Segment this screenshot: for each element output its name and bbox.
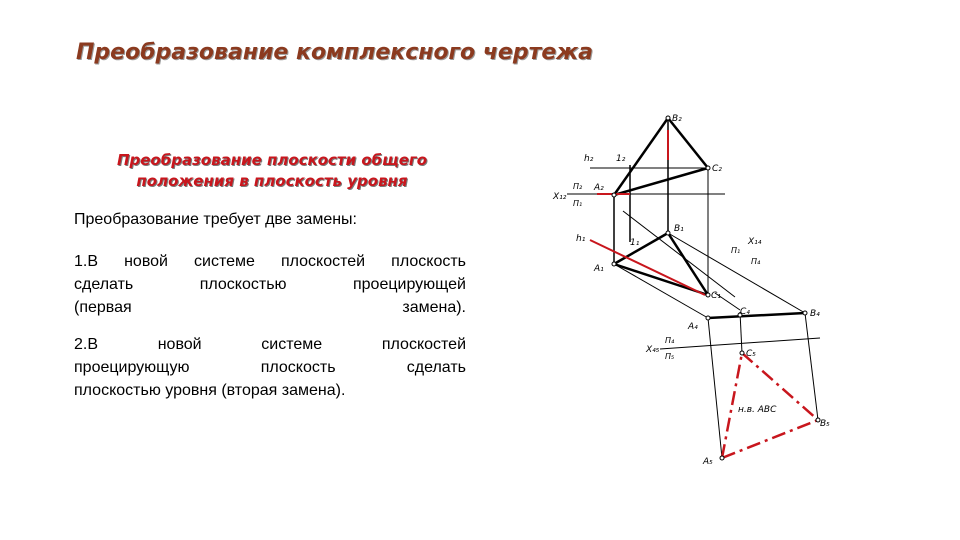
edge-a1b1 <box>614 233 668 264</box>
section-subtitle <box>76 150 468 192</box>
intro-text: Преобразование требует две замены: <box>74 211 357 228</box>
label-pi4-second: П₄ <box>665 336 675 345</box>
label-x45: X₄₅ <box>646 345 660 355</box>
step-2-line-1: 2.В новой системе плоскостей <box>74 336 466 353</box>
label-true-view: н.в. ABC <box>738 405 777 415</box>
label-pi1: П₁ <box>573 199 583 208</box>
point-b2 <box>666 116 670 120</box>
subtitle-line-2: положения в плоскость уровня <box>136 172 408 190</box>
point-a5 <box>720 456 724 460</box>
point-b4 <box>803 311 807 315</box>
label-x12: X₁₂ <box>553 192 567 202</box>
step-2-line-2: проецирующую плоскость сделать <box>74 359 466 376</box>
link-line-a5 <box>708 318 722 458</box>
projection-diagram <box>540 105 840 475</box>
point-c5 <box>740 351 744 355</box>
step-2-line-3: плоскостью уровня (вторая замена). <box>74 382 346 399</box>
point-c1 <box>706 293 710 297</box>
label-c2: C₂ <box>712 164 722 174</box>
label-b4: B₄ <box>810 309 820 319</box>
label-1-1: 1₁ <box>630 238 640 248</box>
label-a2: A₂ <box>594 183 604 193</box>
label-h1: h₁ <box>576 234 586 244</box>
label-x14: X₁₄ <box>748 237 762 247</box>
label-a4: A₄ <box>688 322 698 332</box>
edge-b1c1 <box>668 233 708 295</box>
step-1-line-3: (первая замена). <box>74 299 466 316</box>
step-1-text <box>74 250 466 319</box>
label-a1: A₁ <box>594 264 604 274</box>
edge-a2c2 <box>614 168 708 195</box>
label-1-2: 1₂ <box>616 154 626 164</box>
label-pi4: П₄ <box>751 257 761 266</box>
label-pi5: П₅ <box>665 352 675 361</box>
label-c1: C₁ <box>711 291 721 301</box>
subtitle-line-1: Преобразование плоскости общего <box>116 151 428 169</box>
step-1-line-1: 1.В новой системе плоскостей плоскость <box>74 253 466 270</box>
point-a2 <box>612 193 616 197</box>
link-line-c5 <box>740 312 742 353</box>
label-b2: B₂ <box>672 114 682 124</box>
link-line-b4 <box>668 233 805 313</box>
point-a1 <box>612 262 616 266</box>
link-line-b5 <box>805 313 818 420</box>
point-a4 <box>706 316 710 320</box>
point-c2 <box>706 166 710 170</box>
label-h2: h₂ <box>584 154 594 164</box>
label-pi2: П₂ <box>573 182 583 191</box>
label-c5: C₅ <box>746 349 756 359</box>
edge-b2c2 <box>668 118 708 168</box>
slide-title: Преобразование комплексного чертежа <box>76 40 594 65</box>
label-pi1-second: П₁ <box>731 246 741 255</box>
label-b1: B₁ <box>674 224 684 234</box>
point-b1 <box>666 231 670 235</box>
label-c4: C₄ <box>740 307 750 317</box>
step-2-text <box>74 333 466 402</box>
label-b5: B₅ <box>820 419 830 429</box>
horizontal-h1 <box>590 240 705 295</box>
label-a5: A₅ <box>703 457 713 467</box>
true-edge-a5b5 <box>722 420 818 458</box>
step-1-line-2: сделать плоскостью проецирующей <box>74 276 466 293</box>
axis-x45 <box>660 338 820 349</box>
edge-view-a4b4 <box>708 313 805 318</box>
